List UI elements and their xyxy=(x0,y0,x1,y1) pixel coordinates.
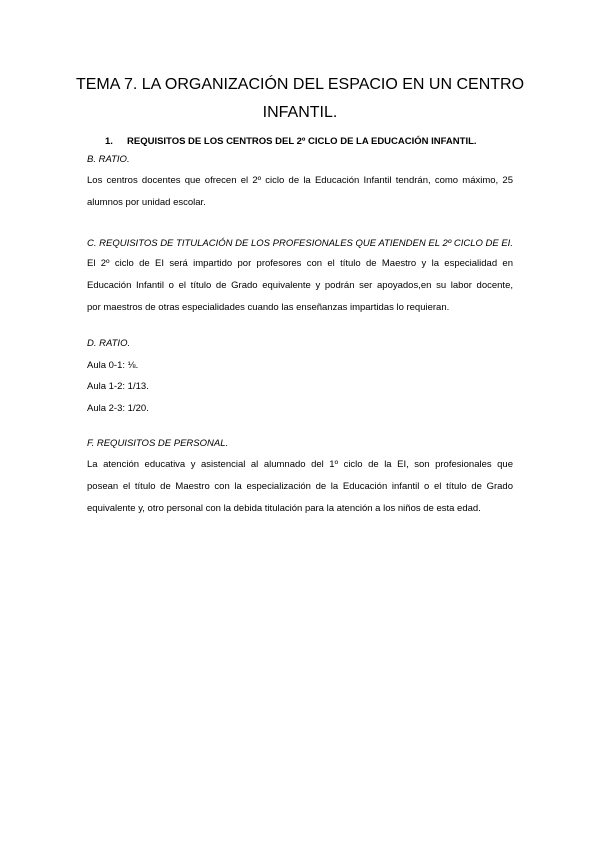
section-b-line-1: Los centros docentes que ofrecen el 2º ciclo de la Educación Infantil tendrán, como máximo, 25 xyxy=(87,175,513,186)
title-line-1: TEMA 7. LA ORGANIZACIÓN DEL ESPACIO EN UN CENTRO xyxy=(75,76,525,93)
section-c-line-3: por maestros de otras especialidades cuando las enseñanzas impartidas lo requieran. xyxy=(87,302,450,313)
section-b-heading: B. RATIO. xyxy=(87,154,130,165)
ratio-line-1: Aula 0-1: ⅛. xyxy=(87,360,139,371)
section-c-line-1: El 2º ciclo de EI será impartido por profesores con el título de Maestro y la especialidad en xyxy=(87,258,513,269)
item-text: REQUISITOS DE LOS CENTROS DEL 2º CICLO DE LA EDUCACIÓN INFANTIL. xyxy=(127,136,477,147)
section-f-heading: F. REQUISITOS DE PERSONAL. xyxy=(87,438,229,449)
section-b-paragraph xyxy=(87,170,513,214)
section-c-line-2: Educación Infantil o el título de Grado equivalente y podrán ser apoyados,en su labor docente, xyxy=(87,280,513,291)
section-b-line-2: alumnos por unidad escolar. xyxy=(87,197,206,208)
item-number: 1. xyxy=(105,136,113,147)
section-f-line-2: posean el título de Maestro con la especialización de la Educación infantil o el título de Grado xyxy=(87,481,513,492)
numbered-item xyxy=(105,136,477,147)
page-title xyxy=(60,72,540,126)
section-d-heading: D. RATIO. xyxy=(87,338,131,349)
ratio-line-2: Aula 1-2: 1/13. xyxy=(87,381,149,392)
section-c-heading: C. REQUISITOS DE TITULACIÓN DE LOS PROFESIONALES QUE ATIENDEN EL 2º CICLO DE EI. xyxy=(87,238,513,249)
section-f-line-1: La atención educativa y asistencial al alumnado del 1º ciclo de la EI, son profesionales que xyxy=(87,459,513,470)
ratio-line-3: Aula 2-3: 1/20. xyxy=(87,403,149,414)
section-c-paragraph xyxy=(87,253,513,319)
section-f-paragraph xyxy=(87,454,513,520)
section-f-line-3: equivalente y, otro personal con la debida titulación para la atención a los niños de esta edad. xyxy=(87,503,481,514)
title-line-2: INFANTIL. xyxy=(262,104,338,121)
